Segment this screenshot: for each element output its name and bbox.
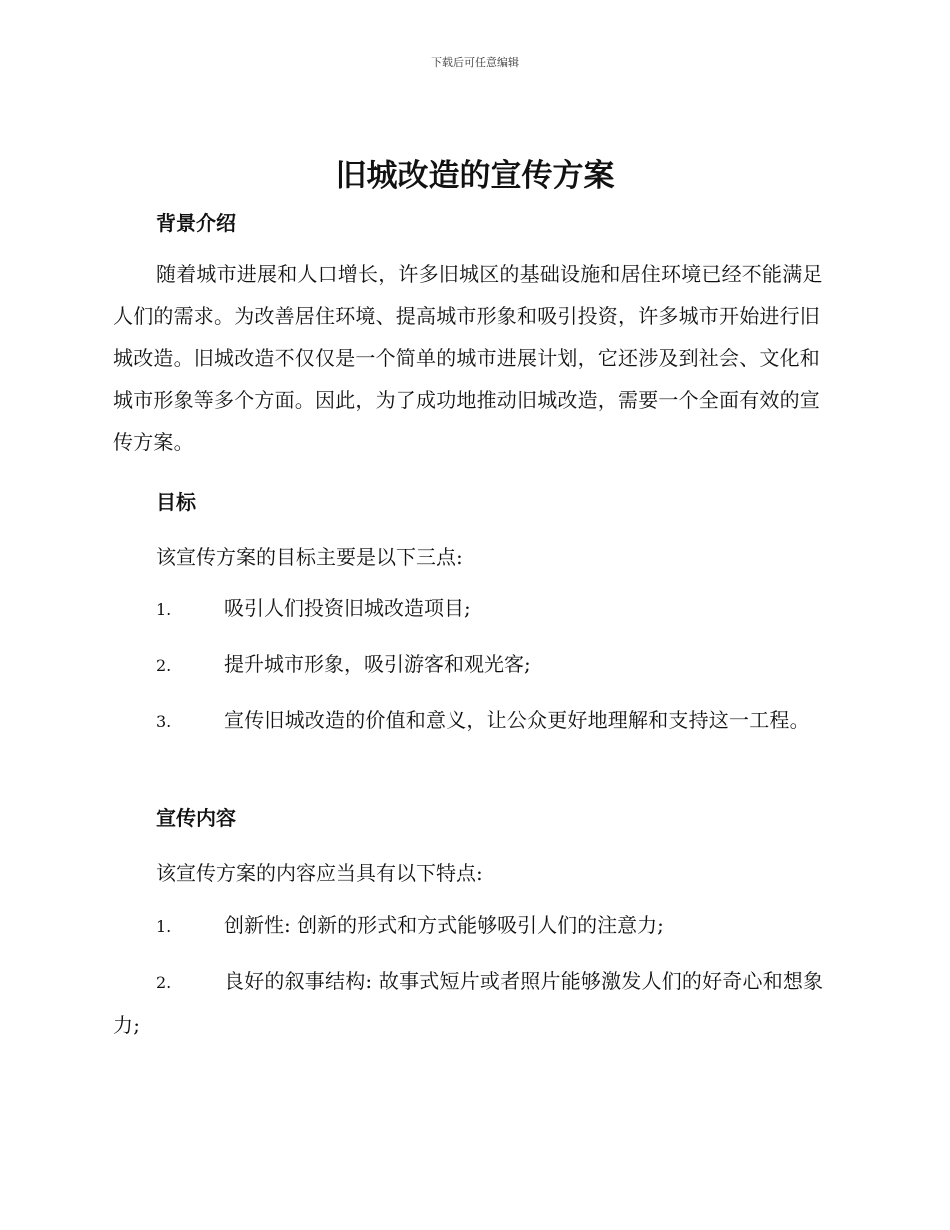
list-item-number: 1. <box>156 600 172 619</box>
list-item-text: 创新性: 创新的形式和方式能够吸引人们的注意力; <box>224 913 664 937</box>
goals-intro: 该宣传方案的目标主要是以下三点: <box>156 545 463 569</box>
goals-list-item <box>113 699 833 743</box>
page-header-watermark: 下载后可任意编辑 <box>431 56 519 69</box>
goals-list-item <box>113 643 833 687</box>
section-heading-goals: 目标 <box>156 490 196 514</box>
list-item-number: 2. <box>156 973 172 992</box>
list-item-number: 1. <box>156 917 172 936</box>
section-heading-background: 背景介绍 <box>156 211 236 235</box>
content-list-item <box>113 904 833 948</box>
goals-list-item <box>113 587 833 631</box>
section-heading-content: 宣传内容 <box>156 806 236 830</box>
list-item-number: 2. <box>156 656 172 675</box>
content-intro: 该宣传方案的内容应当具有以下特点: <box>156 861 483 885</box>
list-item-text: 良好的叙事结构: 故事式短片或者照片能够激发人们的好奇心和想象力; <box>113 969 824 1037</box>
document-title: 旧城改造的宣传方案 <box>335 158 615 194</box>
list-item-text: 宣传旧城改造的价值和意义，让公众更好地理解和支持这一工程。 <box>224 708 810 732</box>
background-paragraph: 随着城市进展和人口增长，许多旧城区的基础设施和居住环境已经不能满足人们的需求。为改善居住环境、提高城市形象和吸引投资，许多城市开始进行旧城改造。旧城改造不仅仅是一个简单的城市进展计划，它还涉及到社会、文化和城市形象等多个方面。因此，为了成功地推动旧城改造，需要一个全面有效的宣传方案。 <box>113 262 823 454</box>
list-item-text: 提升城市形象，吸引游客和观光客; <box>224 652 531 676</box>
list-item-number: 3. <box>156 712 172 731</box>
list-item-text: 吸引人们投资旧城改造项目; <box>224 596 471 620</box>
content-list-item <box>113 960 833 1046</box>
